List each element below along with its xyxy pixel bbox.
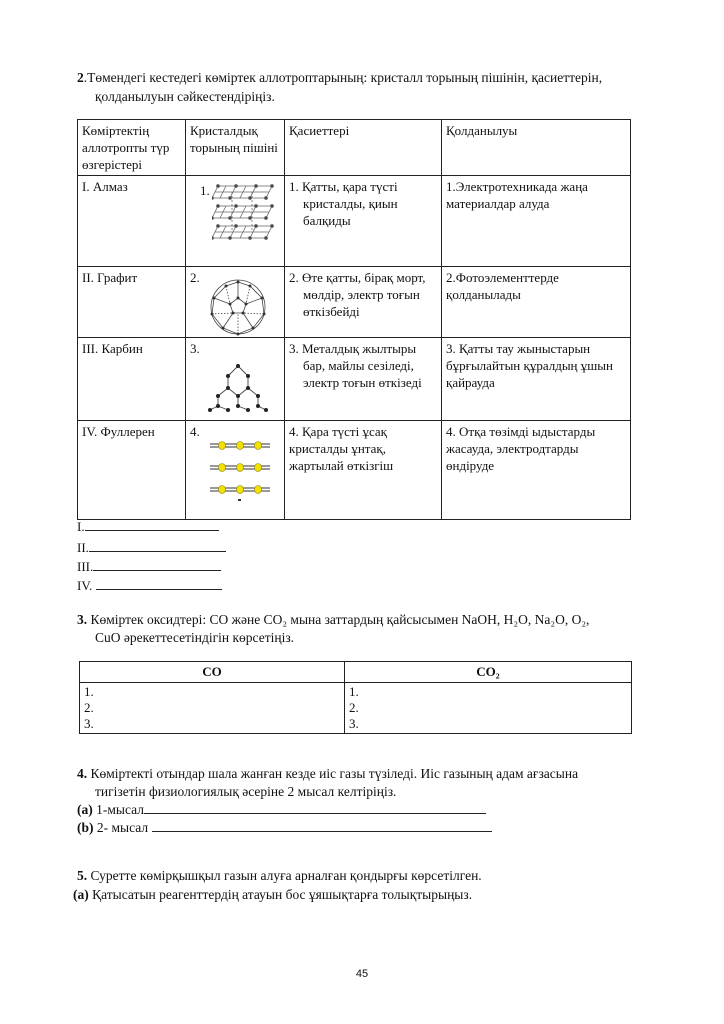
- question-2-line2: қолданылуын сәйкестендіріңіз.: [95, 89, 275, 104]
- header-co: CO: [80, 662, 345, 683]
- allotropes-table: [77, 119, 631, 520]
- lattice-cell: [186, 338, 285, 421]
- usage-cell: 2.Фотоэлементтерде қолданылады: [442, 267, 631, 338]
- properties-cell: [285, 338, 442, 421]
- lattice-label: 1.: [200, 183, 210, 198]
- list-item: 1.: [84, 684, 94, 699]
- example-b-text: 2- мысал: [93, 820, 152, 835]
- header-co2: CO₂: [345, 662, 632, 683]
- example-a-line[interactable]: [77, 800, 486, 819]
- co2-answers-cell[interactable]: [345, 683, 632, 734]
- question-3-line1: Көміртек оксидтері: СО және СО₂ мына заттардың қайсысымен NaOH, H₂O, Na₂O, O₂,: [87, 612, 590, 627]
- fullerene-sphere-image: [208, 278, 268, 336]
- question-5-number: 5.: [77, 868, 88, 883]
- allotrope-name: I. Алмаз: [78, 176, 186, 267]
- question-4-number: 4.: [77, 766, 88, 781]
- question-4-line1: Көміртекті отындар шала жанған кезде иіс газы түзіледі. Иіс газының адам ағзасына: [87, 766, 579, 781]
- properties-text: 1. Қатты, қара түсті кристалды, қиын балқиды: [289, 179, 398, 228]
- question-5-line: Суретте көмірқышқыл газын алуға арналған қондырғы көрсетілген.: [87, 868, 482, 883]
- co-answers-cell[interactable]: [80, 683, 345, 734]
- header-properties: Қасиеттері: [285, 120, 442, 176]
- header-allotrope: Көміртектің аллотропты түр өзгерістері: [78, 120, 186, 176]
- oxides-header-row: [80, 662, 632, 683]
- example-a-text: 1-мысал: [92, 802, 144, 817]
- answer-label: I.: [77, 519, 85, 534]
- properties-text: 3. Металдық жылтыры бар, майлы сезіледі, электр тоғын өткізеді: [289, 341, 422, 390]
- example-a-label: (a): [77, 802, 93, 817]
- page-number: 45: [355, 968, 369, 980]
- lattice-label: 3.: [190, 341, 200, 356]
- lattice-cell: [186, 267, 285, 338]
- allotrope-name: IV. Фуллерен: [78, 421, 186, 520]
- lattice-label: 2.: [190, 270, 200, 285]
- list-item: 3.: [84, 716, 94, 731]
- question-5-text: [77, 866, 482, 885]
- answer-label: III.: [77, 559, 94, 574]
- graphite-layers-image: [212, 178, 278, 242]
- allotrope-name: II. Графит: [78, 267, 186, 338]
- header-usage: Қолданылуы: [442, 120, 631, 176]
- table-row: [78, 338, 631, 421]
- list-item: 2.: [84, 700, 94, 715]
- oxides-table: [79, 661, 632, 734]
- carbyne-chains-image: [208, 439, 272, 503]
- question-4-text: [77, 764, 578, 783]
- example-b-label: (b): [77, 820, 94, 835]
- question-5-part-a: [73, 885, 472, 904]
- question-3-text: [77, 610, 589, 629]
- table-row: [78, 421, 631, 520]
- properties-cell: [285, 176, 442, 267]
- question-4-line2: тигізетін физиологиялық әсеріне 2 мысал келтіріңіз.: [95, 784, 397, 799]
- list-item: 3.: [349, 716, 359, 731]
- answer-line-3[interactable]: [77, 558, 221, 576]
- question-2-text: [77, 68, 602, 87]
- list-item: 2.: [349, 700, 359, 715]
- question-5-a-text: Қатысатын реагенттердің атауын бос ұяшықтарға толықтырыңыз.: [88, 887, 473, 902]
- usage-cell: 4. Отқа төзімді ыдыстарды жасауда, электродтарды өндіруде: [442, 421, 631, 520]
- properties-cell: 4. Қара түсті ұсақ кристалды ұнтақ, жартылай өткізгіш: [285, 421, 442, 520]
- lattice-cell: [186, 176, 285, 267]
- table-header-row: [78, 120, 631, 176]
- example-b-line[interactable]: [77, 818, 492, 837]
- table-row: [80, 683, 632, 734]
- lattice-label: 4.: [190, 424, 200, 439]
- question-2-line1: .Төмендегі кестедегі көміртек аллотроптарының: кристалл торының пішінін, қасиеттерін,: [83, 70, 603, 85]
- table-row: [78, 176, 631, 267]
- list-item: 1.: [349, 684, 359, 699]
- answer-line-4[interactable]: [77, 577, 222, 595]
- answer-line-1[interactable]: [77, 518, 219, 536]
- usage-cell: 3. Қатты тау жыныстарын бұрғылайтын құралдың ұшын қайрауда: [442, 338, 631, 421]
- answer-label: IV.: [77, 578, 96, 593]
- answer-label: II.: [77, 540, 89, 555]
- table-row: [78, 267, 631, 338]
- allotrope-name: III. Карбин: [78, 338, 186, 421]
- answer-line-2[interactable]: [77, 539, 226, 557]
- diamond-lattice-image: [208, 362, 270, 412]
- properties-cell: [285, 267, 442, 338]
- question-3-number: 3.: [77, 612, 88, 627]
- usage-cell: 1.Электротехникада жаңа материалдар алуда: [442, 176, 631, 267]
- properties-text: 2. Өте қатты, бірақ морт, мөлдір, электр тоғын өткізбейді: [289, 270, 426, 319]
- question-3-line2: CuO әрекеттесетіндігін көрсетіңіз.: [95, 630, 295, 645]
- question-5-a-label: (a): [73, 887, 89, 902]
- question-2-number: 2: [77, 70, 84, 85]
- lattice-cell: [186, 421, 285, 520]
- header-lattice: Кристалдық торының пішіні: [186, 120, 285, 176]
